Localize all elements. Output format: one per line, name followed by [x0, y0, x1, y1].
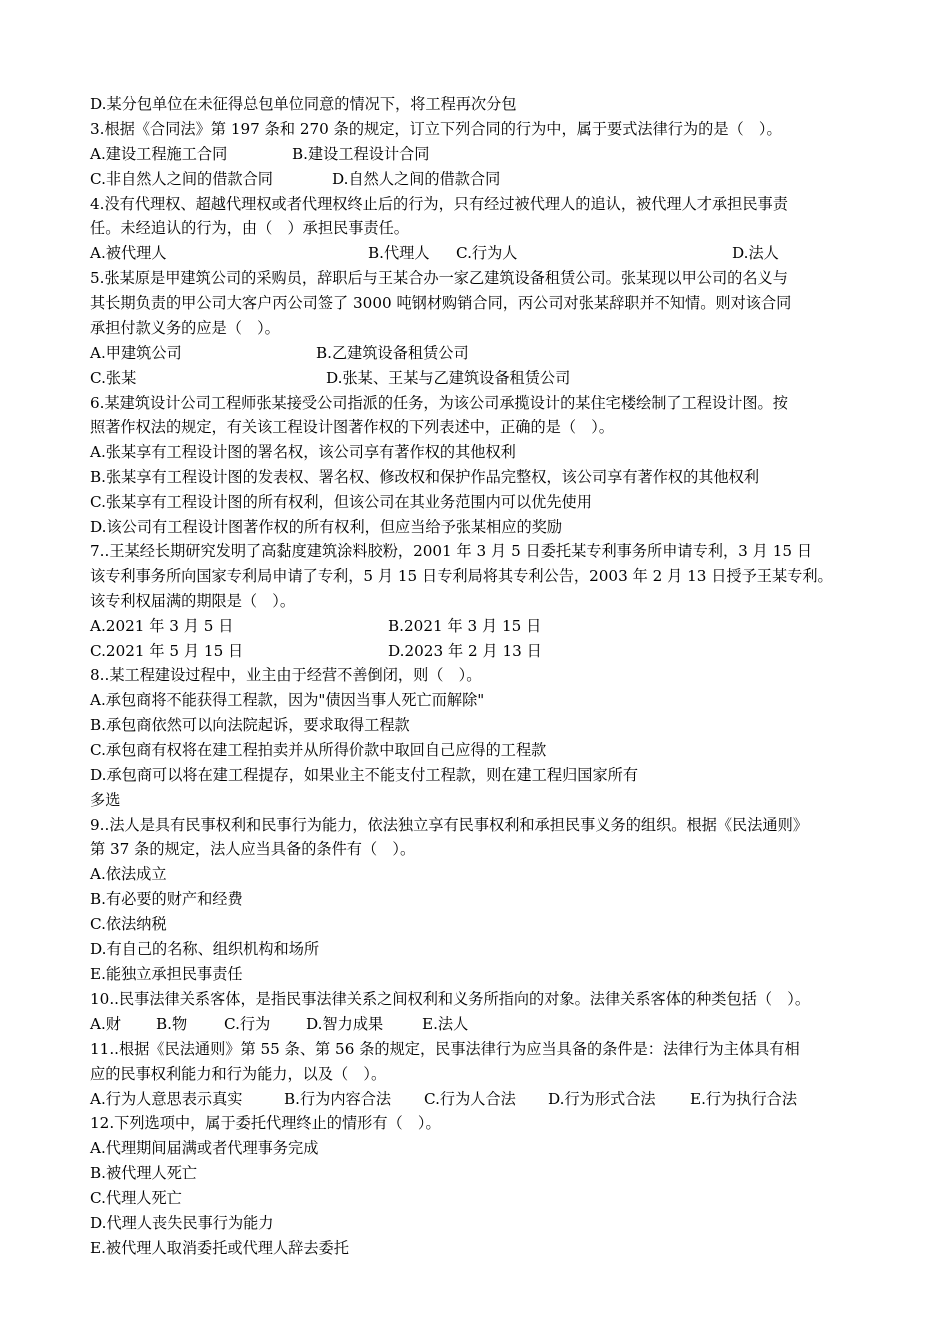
text-line: 其长期负责的甲公司大客户丙公司签了 3000 吨钢材购销合同，丙公司对张某辞职并不知情。则对该合同 [90, 294, 792, 312]
option-d: D.行为形式合法 [548, 1090, 656, 1108]
question-5-options-row-1 [90, 341, 469, 365]
text-line: 该专利事务所向国家专利局申请了专利，5 月 15 日专利局将其专利公告，2003 年 2 月 13 日授予王某专利。 [90, 567, 833, 585]
text-line: C.承包商有权将在建工程拍卖并从所得价款中取回自己应得的工程款 [90, 741, 547, 759]
option-c: C.张某 [90, 369, 137, 387]
option-d: D.智力成果 [306, 1015, 384, 1033]
option-a: A.甲建筑公司 [90, 344, 182, 362]
option-a: A.被代理人 [90, 244, 167, 262]
option-d: D.2023 年 2 月 13 日 [388, 642, 542, 660]
text-line: 承担付款义务的应是（ ）。 [90, 319, 280, 337]
text-line: A.张某享有工程设计图的署名权，该公司享有著作权的其他权利 [90, 443, 516, 461]
text-line: 多选 [90, 791, 121, 809]
option-b: B.2021 年 3 月 15 日 [388, 617, 542, 635]
text-line: C.代理人死亡 [90, 1189, 182, 1207]
option-d: D.张某、王某与乙建筑设备租赁公司 [326, 369, 571, 387]
option-c: C.非自然人之间的借款合同 [90, 170, 273, 188]
option-b: B.物 [156, 1015, 188, 1033]
option-d: D.法人 [732, 244, 779, 262]
question-7-options-row-2 [90, 639, 542, 663]
text-line: 10..民事法律关系客体，是指民事法律关系之间权利和义务所指向的对象。法律关系客体的种类包括（ ）。 [90, 990, 811, 1008]
text-line: D.代理人丧失民事行为能力 [90, 1214, 274, 1232]
option-a: A.财 [90, 1015, 121, 1033]
option-b: B.行为内容合法 [284, 1090, 392, 1108]
text-line: B.有必要的财产和经费 [90, 890, 243, 908]
option-e: E.行为执行合法 [690, 1090, 798, 1108]
text-line: 应的民事权利能力和行为能力，以及（ ）。 [90, 1065, 387, 1083]
text-line: 12.下列选项中，属于委托代理终止的情形有（ ）。 [90, 1114, 441, 1132]
text-line: C.依法纳税 [90, 915, 167, 933]
text-line: D.某分包单位在未征得总包单位同意的情况下，将工程再次分包 [90, 95, 517, 113]
text-line: D.承包商可以将在建工程提存，如果业主不能支付工程款，则在建工程归国家所有 [90, 766, 639, 784]
question-10-options [90, 1012, 469, 1036]
option-c: C.2021 年 5 月 15 日 [90, 642, 244, 660]
text-line: 8..某工程建设过程中，业主由于经营不善倒闭，则（ ）。 [90, 666, 482, 684]
text-line: 任。未经追认的行为，由（ ）承担民事责任。 [90, 219, 409, 237]
text-line: D.该公司有工程设计图著作权的所有权利，但应当给予张某相应的奖励 [90, 518, 563, 536]
option-b: B.代理人 [368, 244, 430, 262]
question-3-options-row-1 [90, 142, 430, 166]
text-line: 照著作权法的规定，有关该工程设计图著作权的下列表述中，正确的是（ ）。 [90, 418, 614, 436]
text-line: A.依法成立 [90, 865, 167, 883]
question-5-options-row-2 [90, 366, 571, 390]
option-a: A.2021 年 3 月 5 日 [90, 617, 234, 635]
text-line: 第 37 条的规定，法人应当具备的条件有（ ）。 [90, 840, 416, 858]
option-e: E.法人 [422, 1015, 469, 1033]
text-line: D.有自己的名称、组织机构和场所 [90, 940, 320, 958]
option-d: D.自然人之间的借款合同 [332, 170, 501, 188]
text-line: A.代理期间届满或者代理事务完成 [90, 1139, 319, 1157]
text-line: E.被代理人取消委托或代理人辞去委托 [90, 1239, 349, 1257]
option-c: C.行为 [224, 1015, 271, 1033]
text-line: B.张某享有工程设计图的发表权、署名权、修改权和保护作品完整权，该公司享有著作权的其他权利 [90, 468, 760, 486]
text-line: A.承包商将不能获得工程款，因为"债因当事人死亡而解除" [90, 691, 485, 709]
option-c: C.行为人合法 [424, 1090, 516, 1108]
option-a: A.行为人意思表示真实 [90, 1090, 243, 1108]
text-line: 7..王某经长期研究发明了高黏度建筑涂料胶粉，2001 年 3 月 5 日委托某专利事务所申请专利，3 月 15 日 [90, 542, 813, 560]
question-3-options-row-2 [90, 167, 501, 191]
question-4-options [90, 241, 779, 265]
text-line: 9..法人是具有民事权利和民事行为能力，依法独立享有民事权利和承担民事义务的组织。根据《民法通则》 [90, 816, 808, 834]
option-c: C.行为人 [456, 244, 518, 262]
text-line: B.承包商依然可以向法院起诉，要求取得工程款 [90, 716, 410, 734]
option-b: B.建设工程设计合同 [292, 145, 430, 163]
text-line: 5.张某原是甲建筑公司的采购员，辞职后与王某合办一家乙建筑设备租赁公司。张某现以甲公司的名义与 [90, 269, 788, 287]
text-line: 11..根据《民法通则》第 55 条、第 56 条的规定，民事法律行为应当具备的条件是：法律行为主体具有相 [90, 1040, 800, 1058]
text-line: 4.没有代理权、超越代理权或者代理权终止后的行为，只有经过被代理人的追认，被代理人才承担民事责 [90, 195, 788, 213]
text-line: 3.根据《合同法》第 197 条和 270 条的规定，订立下列合同的行为中，属于要式法律行为的是（ ）。 [90, 120, 782, 138]
text-line: E.能独立承担民事责任 [90, 965, 243, 983]
text-line: B.被代理人死亡 [90, 1164, 198, 1182]
question-7-options-row-1 [90, 614, 542, 638]
text-line: C.张某享有工程设计图的所有权利，但该公司在其业务范围内可以优先使用 [90, 493, 592, 511]
option-b: B.乙建筑设备租赁公司 [316, 344, 469, 362]
question-11-options [90, 1087, 798, 1111]
text-line: 6.某建筑设计公司工程师张某接受公司指派的任务，为该公司承揽设计的某住宅楼绘制了工程设计图。按 [90, 394, 788, 412]
text-line: 该专利权届满的期限是（ ）。 [90, 592, 296, 610]
option-a: A.建设工程施工合同 [90, 145, 228, 163]
